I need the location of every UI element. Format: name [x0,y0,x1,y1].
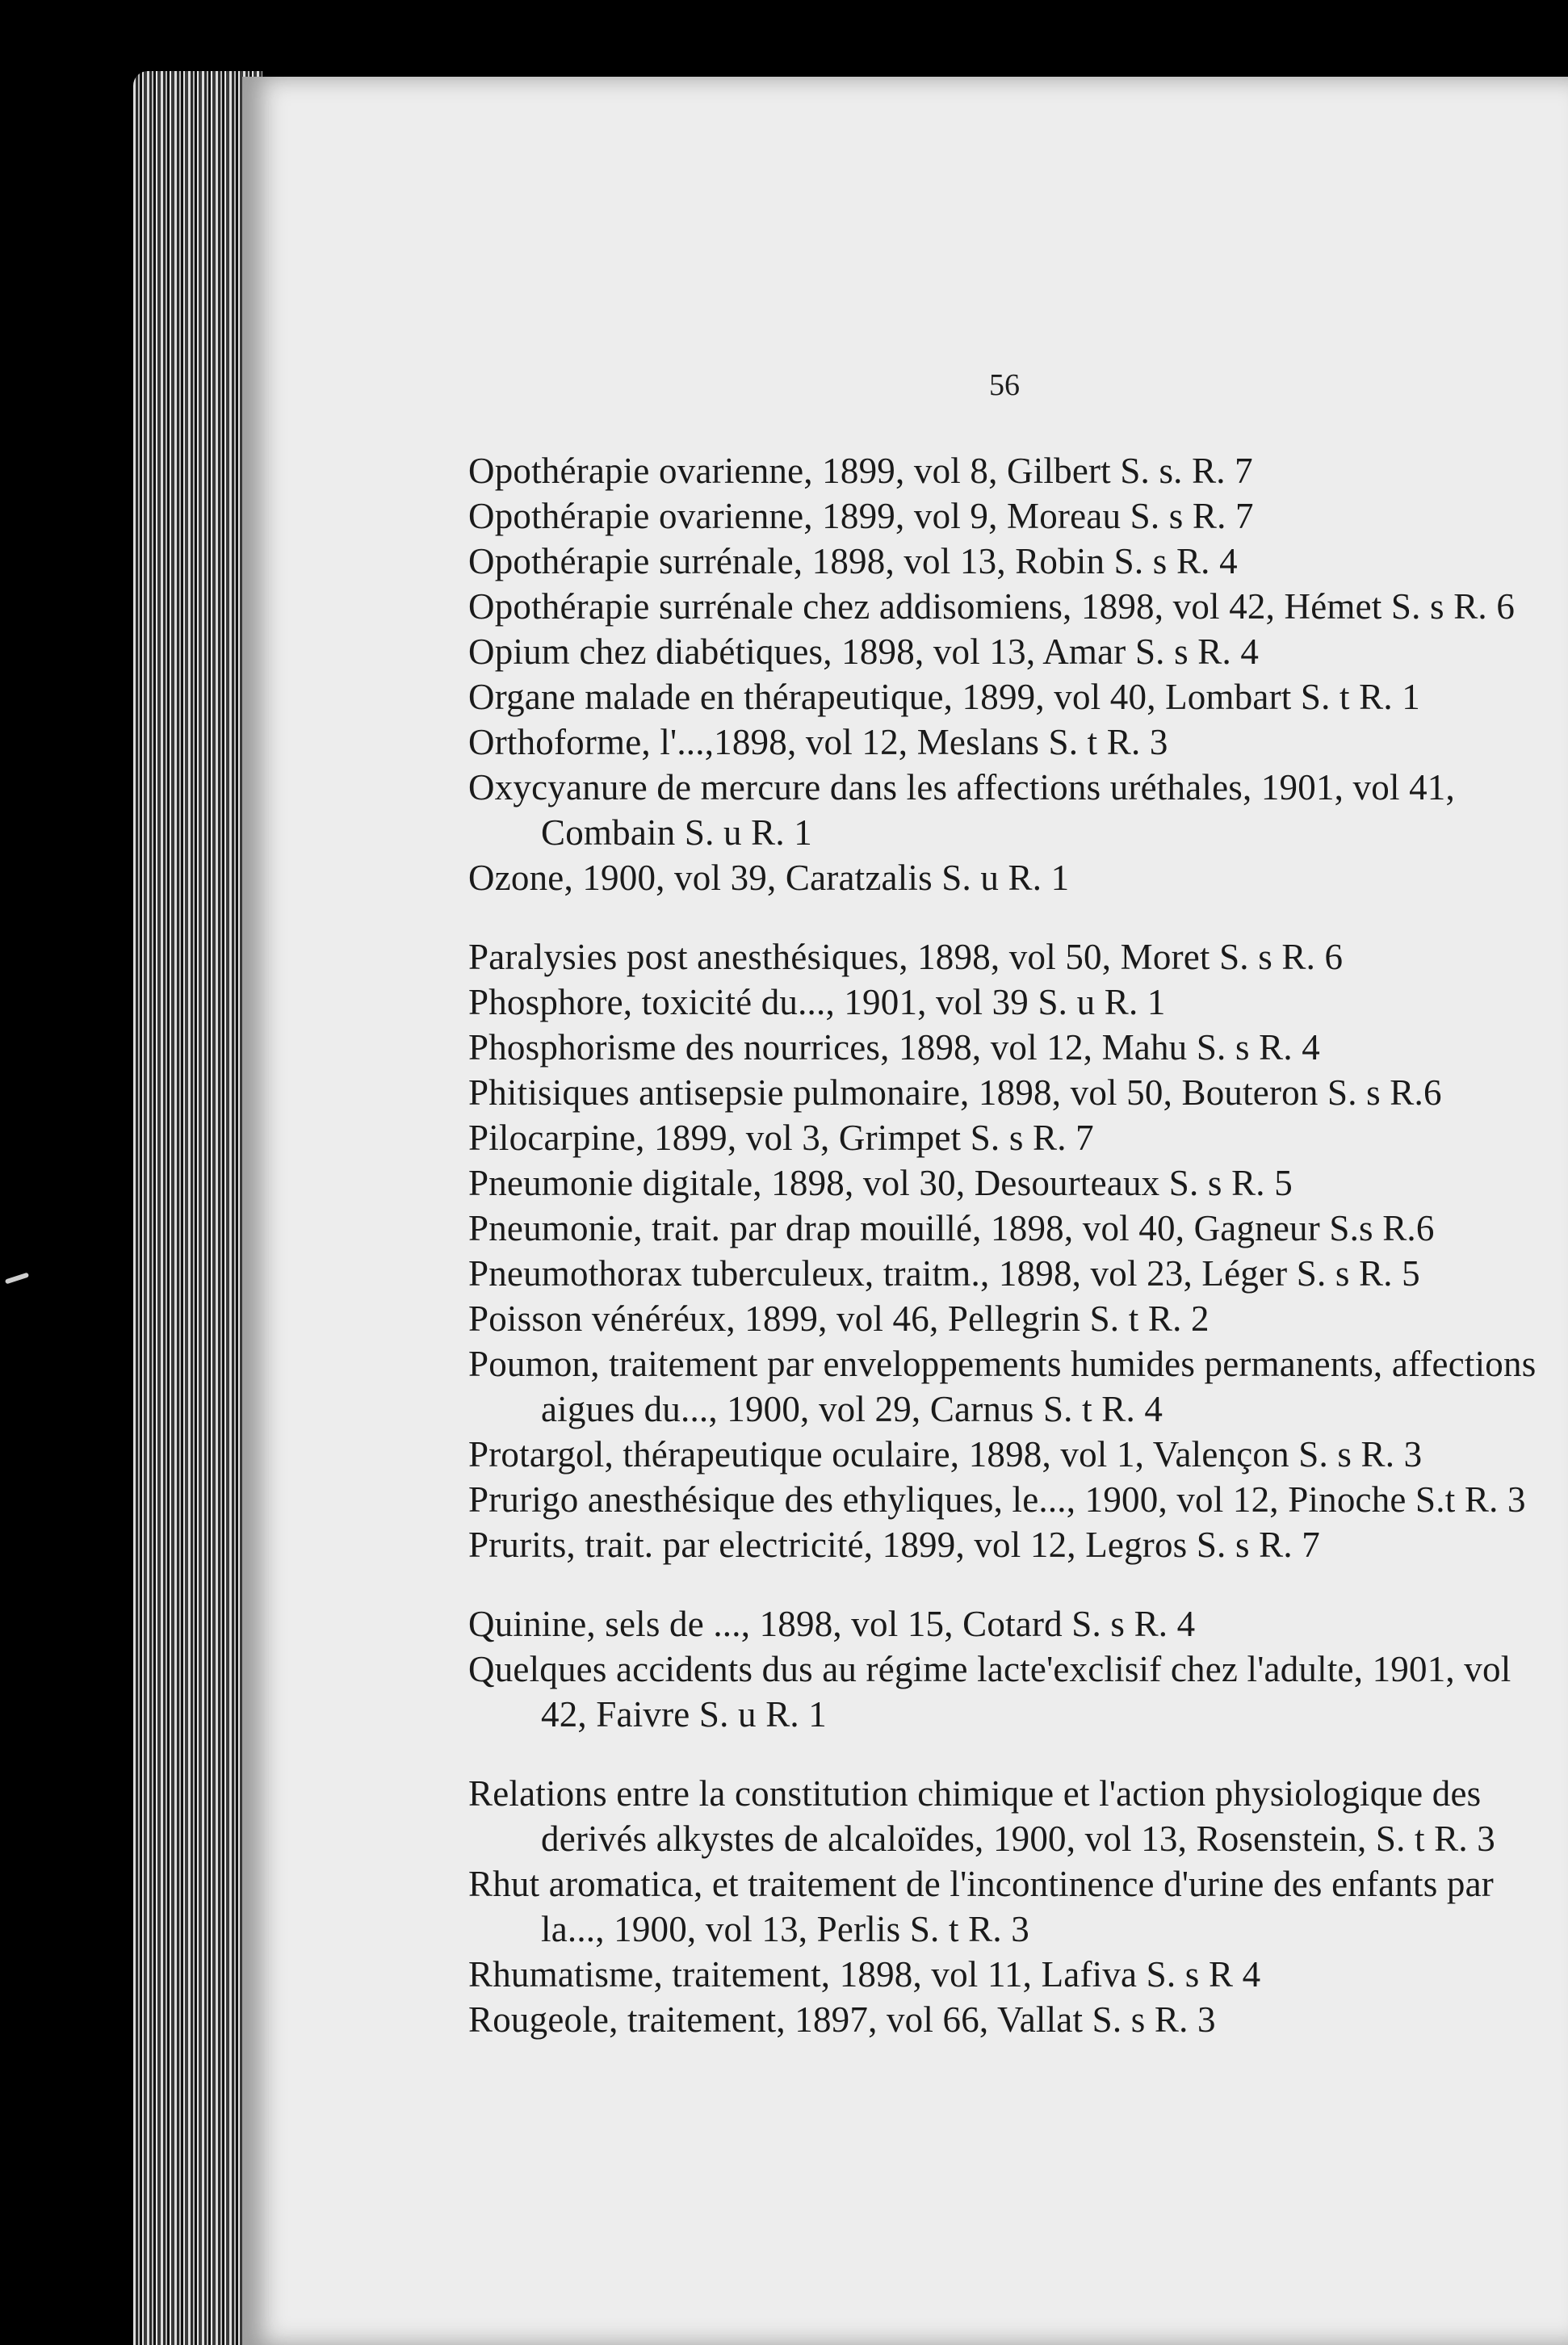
index-entry: Oxycyanure de mercure dans les affections uréthales, 1901, vol 41, Combain S. u R. 1 [468,767,1455,853]
index-entries [468,448,1562,2042]
index-entry: Pneumonie digitale, 1898, vol 30, Desourteaux S. s R. 5 [468,1163,1293,1203]
index-entry: Opothérapie ovarienne, 1899, vol 9, Moreau S. s R. 7 [468,496,1254,536]
index-entry: Quelques accidents dus au régime lacte'exclisif chez l'adulte, 1901, vol 42, Faivre S. u R. 1 [468,1649,1511,1735]
index-entry: Prurigo anesthésique des ethyliques, le..., 1900, vol 12, Pinoche S.t R. 3 [468,1479,1526,1520]
section-gap [468,900,1562,934]
index-entry: Orthoforme, l'...,1898, vol 12, Meslans S. t R. 3 [468,722,1168,762]
index-entry: Quinine, sels de ..., 1898, vol 15, Cotard S. s R. 4 [468,1604,1196,1644]
book-page [242,77,1568,2345]
index-entry: Rougeole, traitement, 1897, vol 66, Vallat S. s R. 3 [468,1999,1216,2040]
index-entry: Opothérapie surrénale, 1898, vol 13, Robin S. s R. 4 [468,541,1238,581]
index-entry: Protargol, thérapeutique oculaire, 1898, vol 1, Valençon S. s R. 3 [468,1434,1423,1475]
index-entry: Pneumonie, trait. par drap mouillé, 1898, vol 40, Gagneur S.s R.6 [468,1208,1435,1248]
index-entry: Rhumatisme, traitement, 1898, vol 11, Lafiva S. s R 4 [468,1954,1261,1995]
index-entry: Phosphorisme des nourrices, 1898, vol 12, Mahu S. s R. 4 [468,1027,1320,1068]
index-entry: Opothérapie ovarienne, 1899, vol 8, Gilbert S. s. R. 7 [468,451,1253,491]
index-entry: Pilocarpine, 1899, vol 3, Grimpet S. s R. 7 [468,1118,1094,1158]
index-entry: Paralysies post anesthésiques, 1898, vol 50, Moret S. s R. 6 [468,937,1344,977]
index-entry: Opothérapie surrénale chez addisomiens, 1898, vol 42, Hémet S. s R. 6 [468,586,1516,627]
index-entry: Prurits, trait. par electricité, 1899, vol 12, Legros S. s R. 7 [468,1525,1320,1565]
index-entry: Ozone, 1900, vol 39, Caratzalis S. u R. 1 [468,858,1070,898]
index-entry: Relations entre la constitution chimique et l'action physiologique des derivés alkystes de alcaloïdes, 1900, vol 13, Rosenstein, S. t R. 3 [468,1773,1495,1859]
page-number: 56 [989,368,1020,402]
index-entry: Poisson vénéréux, 1899, vol 46, Pellegrin S. t R. 2 [468,1298,1210,1339]
section-gap [468,1737,1562,1771]
index-entry: Pneumothorax tuberculeux, traitm., 1898, vol 23, Léger S. s R. 5 [468,1253,1420,1294]
index-entry: Opium chez diabétiques, 1898, vol 13, Amar S. s R. 4 [468,631,1260,672]
index-entry: Poumon, traitement par enveloppements humides permanents, affections aigues du..., 1900, vol 29, Carnus S. t R. 4 [468,1344,1537,1429]
index-entry: Phosphore, toxicité du..., 1901, vol 39 S. u R. 1 [468,982,1166,1022]
section-gap [468,1567,1562,1601]
index-entry: Rhut aromatica, et traitement de l'incontinence d'urine des enfants par la..., 1900, vol 13, Perlis S. t R. 3 [468,1864,1494,1949]
index-entry: Phitisiques antisepsie pulmonaire, 1898, vol 50, Bouteron S. s R.6 [468,1072,1442,1113]
index-entry: Organe malade en thérapeutique, 1899, vol 40, Lombart S. t R. 1 [468,677,1420,717]
